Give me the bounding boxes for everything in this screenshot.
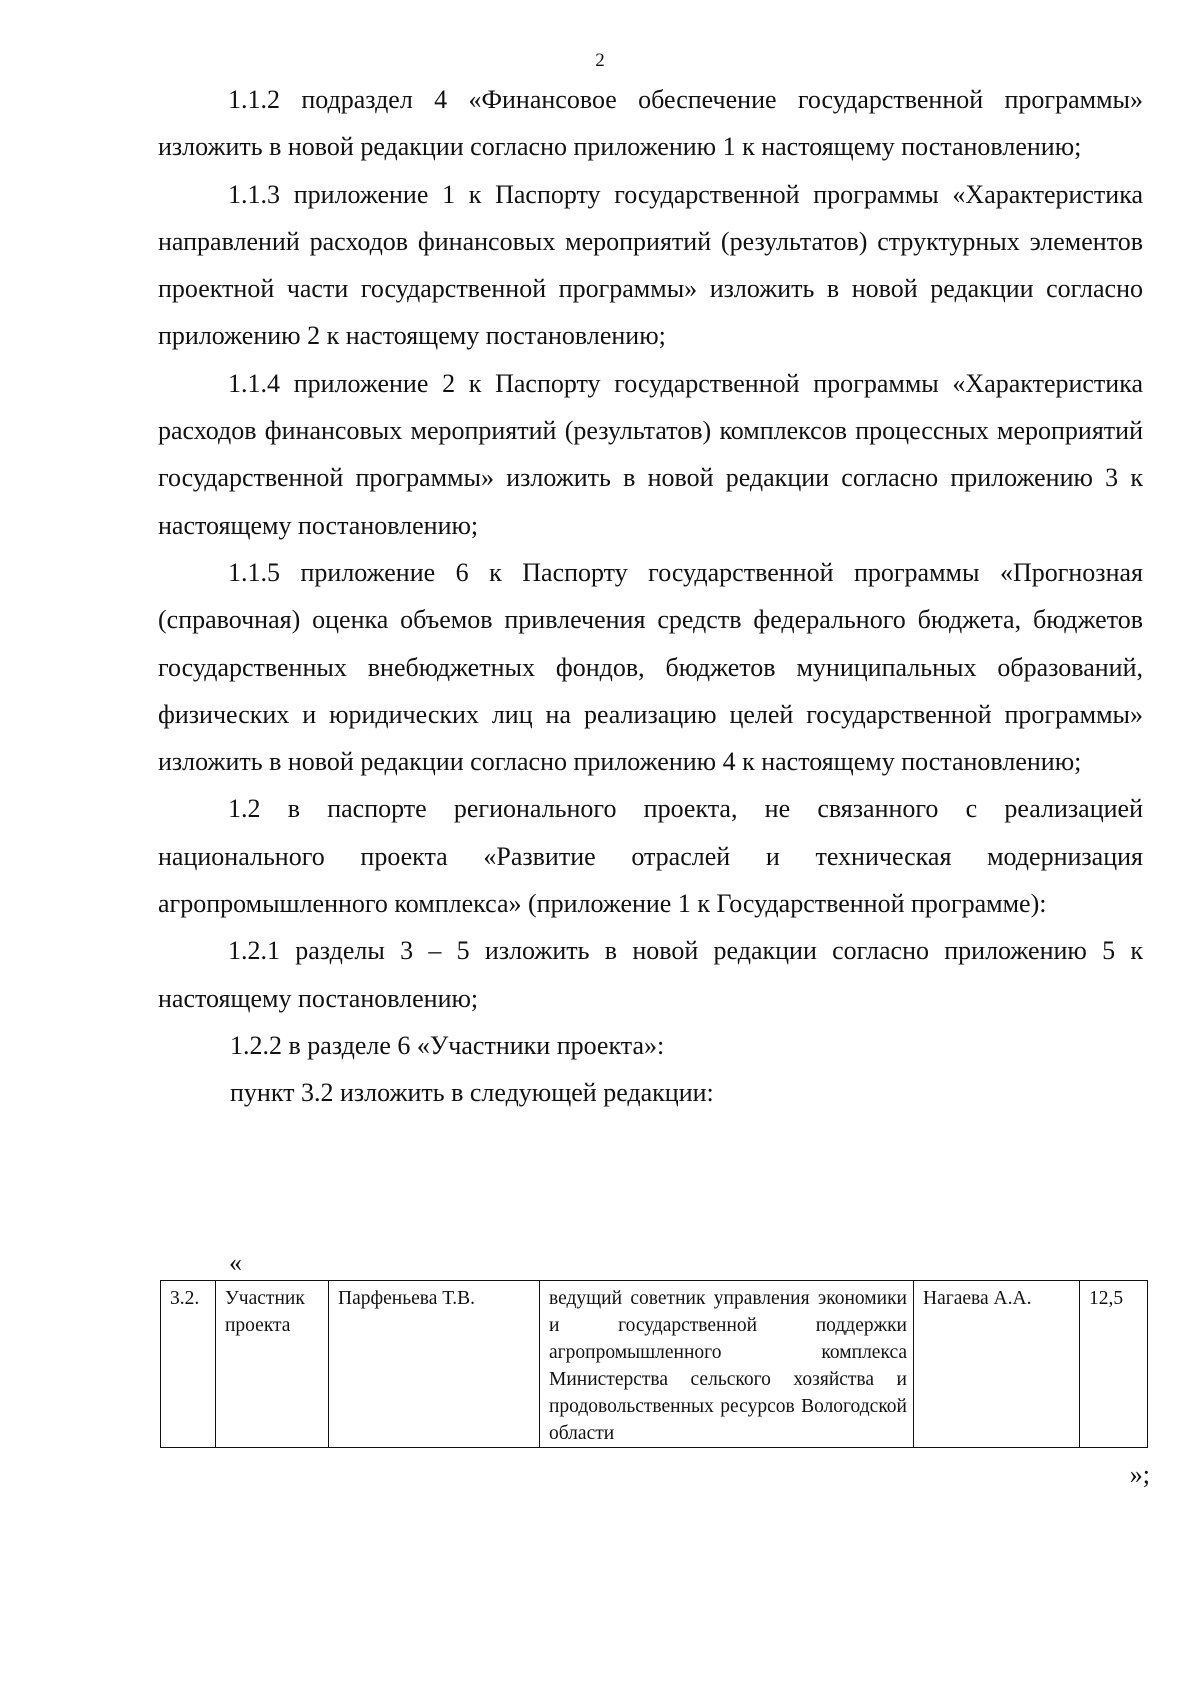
paragraph-1-1-2: 1.1.2 подраздел 4 «Финансовое обеспечение государственной программы» изложить в новой редакции согласно приложению 1 к настоящему постановлению; <box>158 85 1143 162</box>
supervisor-cell: Нагаева А.А. <box>914 1281 1080 1448</box>
document-body <box>158 76 1143 1117</box>
role-cell: Участник проекта <box>216 1281 329 1448</box>
position-cell: ведущий советник управления экономики и государственной поддержки агропромышленного комплекса Министерства сельского хозяйства и продовольственных ресурсов Вологодской области <box>540 1281 914 1448</box>
paragraph-1-1-5: 1.1.5 приложение 6 к Паспорту государственной программы «Прогнозная (справочная) оценка объемов привлечения средств федерального бюджета, бюджетов государственных внебюджетных фондов, бюджетов муниципальных образований, физических и юридических лиц на реализацию целей государственной программы» изложить в новой редакции согласно приложению 4 к настоящему постановлению; <box>158 557 1143 777</box>
share-cell: 12,5 <box>1080 1281 1148 1448</box>
paragraph-1-1-3: 1.1.3 приложение 1 к Паспорту государственной программы «Характеристика направлений расходов финансовых мероприятий (результатов) структурных элементов проектной части государственной программы» изложить в новой редакции согласно приложению 2 к настоящему постановлению; <box>158 179 1143 351</box>
paragraph-1-2-1: 1.2.1 разделы 3 – 5 изложить в новой редакции согласно приложению 5 к настоящему постановлению; <box>158 936 1143 1013</box>
paragraph-point-3-2: пункт 3.2 изложить в следующей редакции: <box>230 1078 714 1108</box>
participant-name-cell: Парфеньева Т.В. <box>329 1281 540 1448</box>
paragraph-1-2: 1.2 в паспорте регионального проекта, не связанного с реализацией национального проекта «Развитие отраслей и техническая модернизация агропромышленного комплекса» (приложение 1 к Государственной программе): <box>158 794 1143 919</box>
table-row <box>161 1281 1148 1448</box>
paragraph-1-2-2: 1.2.2 в разделе 6 «Участники проекта»: <box>230 1030 665 1060</box>
participants-table <box>160 1280 1148 1448</box>
row-number-cell: 3.2. <box>161 1281 216 1448</box>
closing-quote: »; <box>1129 1460 1150 1489</box>
opening-quote: « <box>229 1248 242 1277</box>
paragraph-1-1-4: 1.1.4 приложение 2 к Паспорту государственной программы «Характеристика расходов финансовых мероприятий (результатов) комплексов процессных мероприятий государственной программы» изложить в новой редакции согласно приложению 3 к настоящему постановлению; <box>158 368 1143 540</box>
page-number: 2 <box>595 50 605 71</box>
